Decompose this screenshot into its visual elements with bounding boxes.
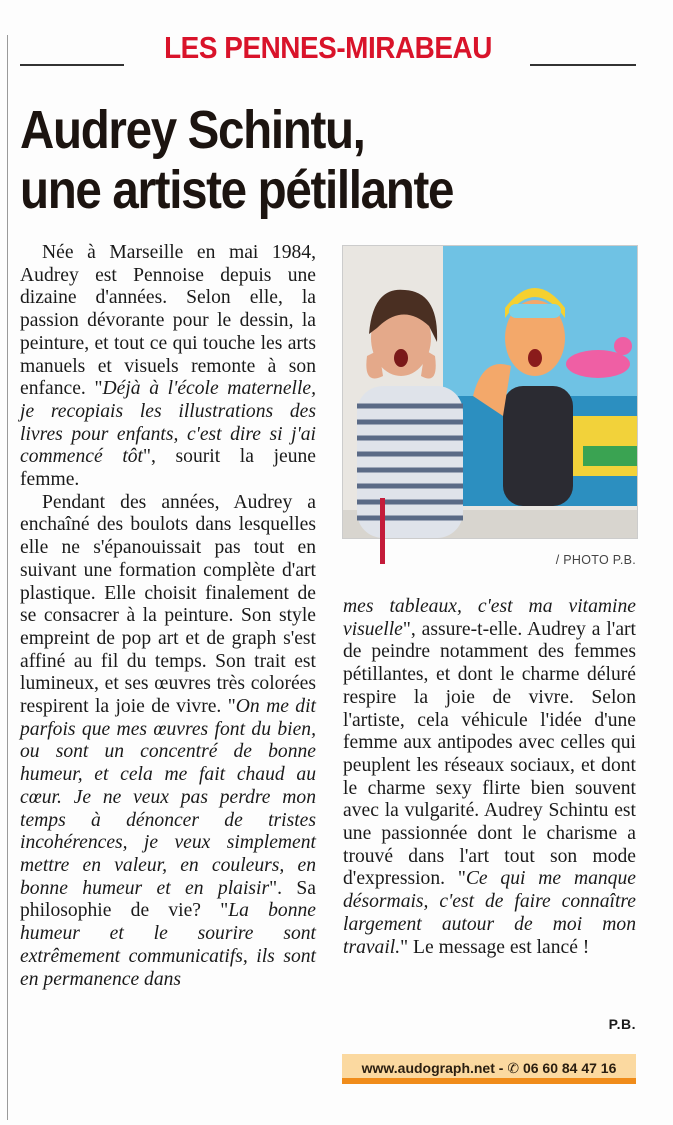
rubric-rule-right	[530, 64, 636, 66]
contact-text: www.audograph.net - ✆ 06 60 84 47 16	[361, 1060, 617, 1076]
p2-text-a: Pendant des années, Audrey a enchaîné des boulots dans lesquelles elle ne s'épanouissait pas tout en suivant une formation complète d'art plastique. Elle choisit finalement de se consacrer à la peinture. Son style empreint de pop art et de graph s'est affiné au fil du temps. Son trait est lumineux, et ses œuvres très colorées respirent la joie de vivre. "	[20, 491, 316, 718]
p1-text-a: Née à Marseille en mai 1984, Audrey est Pennoise depuis une dizaine d'années. Selon elle, la passion dévorante pour le dessin, la peinture, et tout ce qui touche les arts manuels et visuels remonte à son enfance. "	[20, 242, 316, 400]
p2-quote3: Ce qui me manque désormais, c'est de faire connaître largement autour de moi mon travail.	[343, 868, 636, 958]
p2-text-c: ", assure-t-elle. Audrey a l'art de peindre notamment des femmes pétillantes, et dont le charme déluré respire la joie de vivre. Selon l'artiste, cela véhicule l'idée d'une femme aux antipodes avec celles qui peuplent les réseaux sociaux, et dont le charme sexy flirte bien souvent avec la vulgarité. Audrey Schintu est une passionnée dont le charisme a trouvé dans l'art tout son mode d'expression. "	[343, 618, 636, 890]
article-headline	[20, 100, 566, 220]
column-rule	[7, 35, 8, 1120]
article-column-2	[343, 596, 636, 959]
p2-quote2-part1: La bonne humeur et le sourire sont extrêmement communicatifs, ils sont en permanence dans	[20, 900, 316, 990]
article-photo	[342, 245, 638, 539]
p1-text-b: ", sourit la jeune femme.	[20, 446, 316, 491]
p2-quote2-part2: mes tableaux, c'est ma vitamine visuelle	[343, 596, 636, 640]
contact-box	[342, 1054, 636, 1084]
headline-line-2: une artiste pétillante	[20, 160, 454, 220]
red-accent-bar	[380, 498, 385, 564]
contact-underline	[342, 1078, 636, 1084]
p2-quote: On me dit parfois que mes œuvres font du bien, ou sont un concentré de bonne humeur, et cela me fait chaud au cœur. Je ne veux pas perdre mon temps à dénoncer de tristes incohérences, je veux simplement mettre en valeur, en couleurs, en bonne humeur et en plaisir	[20, 696, 316, 899]
p1-quote: Déjà à l'école maternelle, je recopiais les illustrations des livres pour enfants, c'est dire si j'ai commencé tôt	[20, 378, 316, 468]
paragraph-2-start	[20, 492, 316, 991]
photo-illustration	[343, 246, 637, 538]
rubric-rule-left	[20, 64, 124, 66]
section-rubric	[20, 30, 636, 70]
paragraph-1	[20, 242, 316, 492]
photo-credit: / PHOTO P.B.	[555, 553, 636, 567]
p2-text-d: " Le message est lancé !	[400, 936, 590, 958]
rubric-title: LES PENNES-MIRABEAU	[164, 30, 492, 65]
headline-line-1: Audrey Schintu,	[20, 100, 365, 160]
paragraph-2-continued	[343, 596, 636, 959]
p2-text-b: ". Sa philosophie de vie? "	[20, 877, 317, 922]
article-column-1	[20, 242, 316, 991]
author-signature: P.B.	[608, 1016, 636, 1032]
